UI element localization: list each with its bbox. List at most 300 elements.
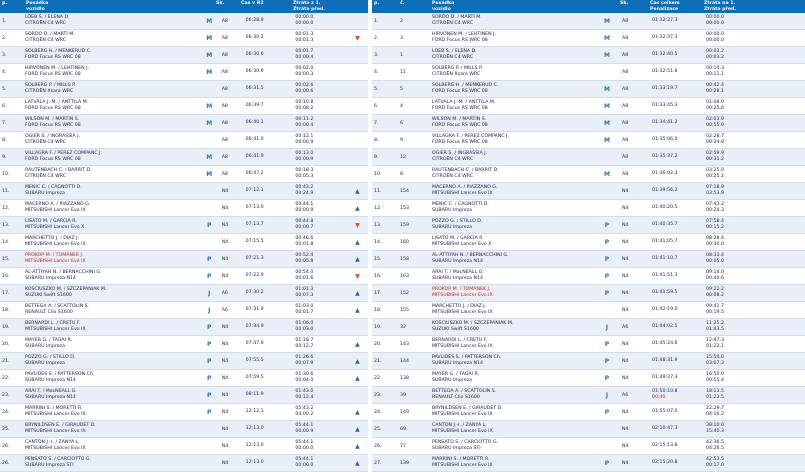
row-diff-line2: 01:23.5	[706, 395, 724, 400]
row-diff	[293, 83, 345, 94]
row-tag: P	[604, 459, 610, 467]
row-crew	[23, 83, 197, 94]
row-diff	[293, 15, 345, 26]
row-tag: P	[207, 221, 212, 229]
row-position: 5.	[374, 86, 379, 92]
row-crew-line2: CITROËN C4 WRC	[24, 174, 67, 179]
row-time-line1: 07:13.7	[245, 222, 264, 228]
row-position: 14.	[374, 239, 382, 245]
row-time-line1: 07:30.2	[245, 290, 264, 296]
row-class: A6	[221, 290, 228, 296]
row-diff	[293, 49, 345, 60]
table-row[interactable]	[0, 115, 368, 132]
table-row[interactable]	[0, 251, 368, 268]
row-position: 20.	[2, 341, 10, 347]
row-diff-line1: 00:43.2	[295, 185, 314, 191]
row-diff-line1: 00:14.3	[706, 66, 724, 72]
row-position: 7.	[374, 120, 379, 126]
row-diff-line2: 00:24.3	[706, 208, 724, 213]
row-diff-line1: 00:54.0	[295, 270, 314, 276]
row-time	[650, 307, 704, 313]
row-time	[244, 171, 294, 177]
row-time	[650, 389, 704, 400]
row-class: A8	[221, 52, 228, 58]
row-class: A8	[221, 18, 228, 24]
row-crew-line1: POZZO G. / STILLO D.	[24, 355, 76, 361]
row-time	[244, 239, 294, 245]
table-row[interactable]	[372, 47, 805, 64]
row-time	[650, 188, 704, 194]
row-crew	[23, 338, 197, 349]
table-row[interactable]	[372, 149, 805, 166]
row-time	[244, 154, 294, 160]
row-diff-line1: 42:53.5	[706, 457, 724, 463]
row-diff-line1: 09:41.7	[706, 304, 724, 310]
row-crew-line2: CITROËN C4 WRC	[24, 38, 67, 43]
row-position: 15.	[2, 256, 10, 262]
row-tag: P	[207, 272, 212, 280]
row-class: N4	[221, 341, 229, 347]
row-crew-line2: MITSUBISHI Lancer Evo IX	[24, 327, 86, 332]
row-number: 159	[400, 222, 409, 228]
row-time	[244, 52, 294, 58]
row-diff-line1: 00:03.2	[706, 49, 724, 55]
table-row[interactable]	[0, 285, 368, 302]
row-crew	[430, 185, 592, 196]
trend-up-icon: ▲	[355, 187, 360, 195]
row-time-line1: 12:13.0	[245, 443, 264, 449]
table-row[interactable]	[0, 13, 368, 30]
row-crew-line2: SUBARU Impreza N14	[24, 395, 76, 400]
row-crew	[430, 49, 592, 60]
row-crew-line2: FORD Focus RS WRC 08	[432, 123, 488, 128]
row-diff-line2: 00:24.9	[295, 191, 314, 196]
row-time-total: 01:44:02.5	[652, 324, 678, 330]
row-crew-line2: MITSUBISHI Lancer Evo IX	[24, 259, 86, 264]
row-diff-line2: 00:00.9	[295, 208, 314, 213]
row-position: 26.	[374, 443, 382, 449]
row-diff-line1: 01:06.0	[295, 321, 314, 327]
row-time-total: 01:39:56.2	[652, 188, 678, 194]
table-row[interactable]	[0, 98, 368, 115]
row-time	[244, 35, 294, 41]
row-time	[650, 86, 704, 92]
table-row[interactable]	[0, 438, 368, 455]
row-time	[244, 341, 294, 347]
row-crew-line1: PENSATO S. / CARCIOTTO G.	[432, 440, 499, 446]
row-time-total: 01:33:19.7	[652, 86, 678, 92]
table-row[interactable]	[372, 302, 805, 319]
table-row[interactable]	[372, 30, 805, 47]
row-crew	[23, 287, 197, 298]
row-diff-line2: 00:05.0	[706, 259, 724, 264]
row-class: N4	[622, 222, 629, 228]
trend-up-icon: ▲	[355, 408, 360, 416]
row-time	[244, 358, 294, 364]
row-time-total: 01:49:27.3	[652, 375, 678, 381]
row-tag: M	[206, 170, 213, 178]
table-row[interactable]	[0, 302, 368, 319]
row-class: N4	[221, 426, 229, 432]
row-position: 6.	[2, 103, 7, 109]
row-tag: P	[207, 255, 212, 263]
row-diff	[293, 185, 345, 196]
row-crew-line2: CITROËN C4 WRC	[432, 157, 474, 162]
row-crew-line2: MITSUBISHI Lancer Evo IX	[24, 446, 86, 451]
row-diff-line1: 00:42.4	[706, 83, 724, 89]
row-crew-line1: MARCHETTO J. / DIAZ J.	[432, 304, 487, 310]
row-time	[650, 205, 704, 211]
row-class: N4	[221, 273, 229, 279]
row-time	[244, 392, 294, 398]
row-position: 19.	[2, 324, 10, 330]
table-row[interactable]	[372, 455, 805, 472]
row-position: 21.	[2, 358, 10, 364]
row-crew-line2: SUBARU Impreza	[24, 361, 65, 366]
row-number: 8	[400, 171, 403, 177]
table-row[interactable]	[0, 319, 368, 336]
row-position: 3.	[374, 52, 379, 58]
table-row[interactable]	[372, 251, 805, 268]
row-crew-line2: MITSUBISHI Lancer Evo IX	[432, 429, 493, 434]
row-tag: M	[206, 51, 213, 59]
row-position: 18.	[374, 307, 382, 313]
row-time	[244, 426, 294, 432]
row-diff-line1: 00:18.3	[295, 168, 314, 174]
row-diff	[293, 457, 345, 468]
row-crew	[430, 134, 592, 145]
row-time	[244, 460, 294, 466]
row-time	[650, 375, 704, 381]
header-diff: Ztráta z 1. Ztráta před.	[293, 1, 326, 12]
row-time	[650, 290, 704, 296]
row-diff	[293, 236, 345, 247]
table-row[interactable]	[372, 268, 805, 285]
row-time-total: 01:32:40.5	[652, 52, 678, 58]
row-diff-line1: 00:12.1	[295, 134, 314, 140]
row-diff-line1: 00:13.0	[295, 151, 314, 157]
row-time-total: 01:32:51.6	[652, 69, 678, 75]
table-row[interactable]	[0, 234, 368, 251]
row-time	[244, 375, 294, 381]
row-crew-line2: MITSUBISHI Lancer Evo IX	[432, 412, 493, 417]
row-time	[244, 222, 294, 228]
table-row[interactable]	[372, 132, 805, 149]
table-row[interactable]	[0, 166, 368, 183]
row-diff-line2: 00:00.6	[295, 89, 314, 94]
row-class: A8	[622, 69, 629, 75]
row-crew-line1: KOSCIUSZKO M. / SZCZEPANIAK M.	[432, 321, 514, 327]
row-crew-line1: OGIER S. / INGRASSIA J.	[432, 151, 488, 157]
table-row[interactable]	[0, 353, 368, 370]
row-class: N4	[221, 205, 229, 211]
row-crew	[430, 304, 592, 315]
row-crew-line1: LATVALA J.-M. / ANTTILA M.	[432, 100, 496, 106]
row-diff-line2: 00:00.9	[295, 429, 314, 434]
table-row[interactable]	[372, 285, 805, 302]
row-position: 9.	[2, 154, 7, 160]
table-row[interactable]	[372, 353, 805, 370]
row-diff-line2: 00:00.0	[706, 38, 724, 43]
row-crew-line2: MITSUBISHI Lancer Evo X	[432, 242, 492, 247]
row-position: 5.	[2, 86, 7, 92]
row-crew-line2: MITSUBISHI Lancer Evo IX	[24, 208, 86, 213]
row-crew	[23, 168, 197, 179]
row-crew-line1: MACERNO A. / PIAZZANO G.	[24, 202, 91, 208]
row-number: 144	[400, 358, 409, 364]
row-crew-line2: MITSUBISHI Lancer Evo IX	[432, 293, 493, 298]
row-crew	[430, 355, 592, 366]
row-crew-line2: MITSUBISHI Lancer Evo IX	[432, 191, 493, 196]
row-crew	[23, 423, 197, 434]
table-row[interactable]	[372, 200, 805, 217]
row-time	[650, 154, 704, 160]
row-diff-line1: 11:25.2	[706, 321, 724, 327]
row-diff-line1: 01:26.6	[295, 355, 314, 361]
trend-up-icon: ▲	[355, 374, 360, 382]
row-diff-line1: 05:43.2	[295, 406, 314, 412]
row-class: N4	[221, 188, 229, 194]
row-crew-line1: MAYER G. / TAGAI R.	[432, 372, 480, 378]
trend-up-icon: ▲	[355, 289, 360, 297]
row-class: A8	[221, 69, 228, 75]
table-row[interactable]	[0, 455, 368, 472]
row-diff	[293, 389, 345, 400]
row-time-total: 01:55:07.0	[652, 409, 678, 415]
row-crew	[23, 304, 197, 315]
row-diff	[293, 32, 345, 43]
row-crew	[430, 202, 592, 213]
table-row[interactable]	[0, 370, 368, 387]
row-diff-line1: 00:01.7	[295, 49, 314, 55]
row-crew-line1: BERNARDI L. / CRETU F.	[432, 338, 488, 344]
row-class: N4	[221, 222, 229, 228]
table-row[interactable]	[372, 166, 805, 183]
row-crew-line2: FORD Focus RS WRC 08	[24, 72, 81, 77]
row-crew	[23, 185, 197, 196]
row-crew	[430, 219, 592, 230]
table-row[interactable]	[372, 217, 805, 234]
table-row[interactable]	[0, 387, 368, 404]
table-row[interactable]	[0, 64, 368, 81]
row-time	[650, 18, 704, 24]
row-diff	[704, 406, 796, 417]
row-class: N4	[622, 256, 629, 262]
table-row[interactable]	[372, 336, 805, 353]
row-class: A6	[622, 392, 629, 398]
table-row[interactable]	[0, 421, 368, 438]
trend-up-icon: ▲	[355, 425, 360, 433]
row-crew-line2: SUBARU Impreza	[432, 208, 472, 213]
row-position: 25.	[2, 426, 10, 432]
row-diff	[704, 15, 796, 26]
table-row[interactable]	[372, 81, 805, 98]
row-class: A8	[221, 120, 228, 126]
row-time-line1: 12:13.0	[245, 460, 264, 466]
row-position: 16.	[2, 273, 10, 279]
row-time	[244, 103, 294, 109]
row-diff-line2: 00:00.0	[706, 21, 724, 26]
row-time	[650, 409, 704, 415]
row-tag: P	[604, 272, 610, 280]
row-position: 4.	[2, 69, 7, 75]
row-crew	[23, 253, 197, 264]
row-diff	[293, 168, 345, 179]
row-diff-line1: 22:29.7	[706, 406, 724, 412]
row-crew	[23, 389, 197, 400]
row-crew-line1: VILLAGRA F. / PEREZ COMPANC J.	[432, 134, 510, 140]
row-position: 23.	[2, 392, 10, 398]
row-diff	[293, 134, 345, 145]
row-crew-line2: CITROËN C4 WRC	[432, 55, 474, 60]
row-diff	[293, 117, 345, 128]
table-row[interactable]	[372, 98, 805, 115]
row-position: 11.	[374, 188, 382, 194]
row-time	[650, 443, 704, 449]
row-time	[244, 86, 294, 92]
row-position: 8.	[2, 137, 7, 143]
row-time	[244, 205, 294, 211]
row-position: 13.	[374, 222, 382, 228]
row-diff-line2: 00:08.2	[295, 106, 314, 111]
row-class: N4	[622, 460, 629, 466]
row-crew	[23, 15, 197, 26]
row-number: 3	[400, 35, 403, 41]
row-diff-line1: 05:44.1	[295, 457, 314, 463]
table-row[interactable]	[0, 183, 368, 200]
row-crew	[23, 321, 197, 332]
row-crew	[430, 321, 592, 332]
trend-up-icon: ▲	[355, 442, 360, 450]
row-diff-line1: 16:50.0	[706, 372, 724, 378]
row-crew-line1: PAVLIDES S. / PATTERSON Ch.	[432, 355, 502, 361]
row-crew-line1: SORDO D. / MARTÍ M.	[24, 32, 75, 38]
row-tag: M	[206, 34, 213, 42]
row-diff-line2: 00:25.6	[706, 106, 724, 111]
row-diff-line2: 00:00.3	[295, 72, 314, 77]
row-tag: P	[604, 289, 610, 297]
row-crew-line1: AL-ATTIYAH N. / BERNACCHINI G.	[24, 270, 102, 276]
row-number: 5	[400, 86, 403, 92]
table-row[interactable]	[0, 81, 368, 98]
row-time	[650, 137, 704, 143]
table-row[interactable]	[372, 370, 805, 387]
row-diff-line2: 00:07.9	[295, 361, 314, 366]
table-row[interactable]	[372, 13, 805, 30]
row-number: 12	[400, 154, 406, 160]
row-diff	[704, 32, 796, 43]
row-crew	[430, 406, 592, 417]
row-class: A8	[622, 86, 629, 92]
row-crew	[430, 236, 592, 247]
row-time-line1: 07:22.9	[245, 273, 264, 279]
row-crew-line1: HIRVONEN M. / LEHTINEN J.	[432, 32, 496, 38]
row-time-total: 01:36:02.3	[652, 171, 678, 177]
row-tag: P	[207, 408, 212, 416]
row-time-total: 01:32:37.3	[652, 35, 678, 41]
row-time	[244, 137, 294, 143]
table-row[interactable]	[0, 217, 368, 234]
row-tag: M	[604, 119, 610, 127]
trend-up-icon: ▲	[355, 204, 360, 212]
row-diff	[704, 270, 796, 281]
table-row[interactable]	[0, 47, 368, 64]
row-time-line1: 06:28.9	[245, 18, 264, 24]
row-number: 153	[400, 205, 409, 211]
row-crew-line2: SUZUKI Swift S1600	[432, 327, 479, 332]
row-diff	[704, 66, 796, 77]
row-time-total: 02:15:20.8	[652, 460, 678, 466]
table-row[interactable]	[0, 336, 368, 353]
row-crew-line1: PROKOP M. / TOMÁNEK J.	[24, 253, 84, 259]
row-class: N4	[622, 409, 629, 415]
table-row[interactable]	[0, 30, 368, 47]
row-diff-line2: 00:55.4	[706, 378, 724, 383]
row-diff	[704, 304, 796, 315]
row-time	[650, 171, 704, 177]
table-row[interactable]	[372, 319, 805, 336]
table-row[interactable]	[0, 132, 368, 149]
table-row[interactable]	[372, 64, 805, 81]
row-time-total: 01:41:59.5	[652, 290, 678, 296]
row-number: 138	[400, 375, 409, 381]
row-crew	[23, 355, 197, 366]
row-crew	[430, 100, 592, 111]
trend-up-icon: ▲	[355, 340, 360, 348]
row-crew-line1: CANTÓN J.-I. / ZANYA L.	[432, 423, 487, 429]
row-diff-line2: 00:00.9	[295, 140, 314, 145]
trend-down-icon: ▼	[355, 34, 360, 42]
row-diff	[293, 202, 345, 213]
row-diff	[704, 202, 796, 213]
stage-results-rows	[0, 13, 368, 472]
table-row[interactable]	[372, 115, 805, 132]
row-diff-line2: 01:22.1	[706, 344, 724, 349]
table-row[interactable]	[372, 387, 805, 404]
row-tag: M	[604, 17, 610, 25]
row-class: N4	[221, 443, 229, 449]
row-number: 155	[400, 307, 409, 313]
row-crew-line1: KOSCIUSZKO M. / SZCZEPANIAK M.	[24, 287, 107, 293]
row-diff	[704, 287, 796, 298]
row-diff-line2: 00:19.5	[706, 310, 724, 315]
table-row[interactable]	[372, 421, 805, 438]
table-row[interactable]	[372, 404, 805, 421]
table-row[interactable]	[372, 183, 805, 200]
row-crew	[430, 372, 592, 383]
table-row[interactable]	[0, 268, 368, 285]
row-time	[650, 239, 704, 245]
row-class: N4	[622, 273, 629, 279]
table-row[interactable]	[0, 149, 368, 166]
row-diff	[293, 287, 345, 298]
table-row[interactable]	[0, 404, 368, 421]
row-crew-line2: RENAULT Clio S1600	[24, 310, 73, 315]
row-time	[650, 120, 704, 126]
header-time: Čas celkem Penalizace	[650, 1, 680, 12]
row-tag: P	[604, 408, 610, 416]
row-diff-line2: 04:26.5	[706, 446, 724, 451]
row-crew-line1: RAUTENBACH C. / BARRIT D.	[24, 168, 92, 174]
stage-results-header	[0, 0, 368, 13]
row-diff-line1: 05:44.1	[295, 440, 314, 446]
table-row[interactable]	[372, 438, 805, 455]
table-row[interactable]	[0, 200, 368, 217]
row-crew-line2: SUBARU Impreza STI	[432, 446, 481, 451]
row-diff	[704, 168, 796, 179]
row-diff-line2: 00:00.4	[295, 55, 314, 60]
table-row[interactable]	[372, 234, 805, 251]
